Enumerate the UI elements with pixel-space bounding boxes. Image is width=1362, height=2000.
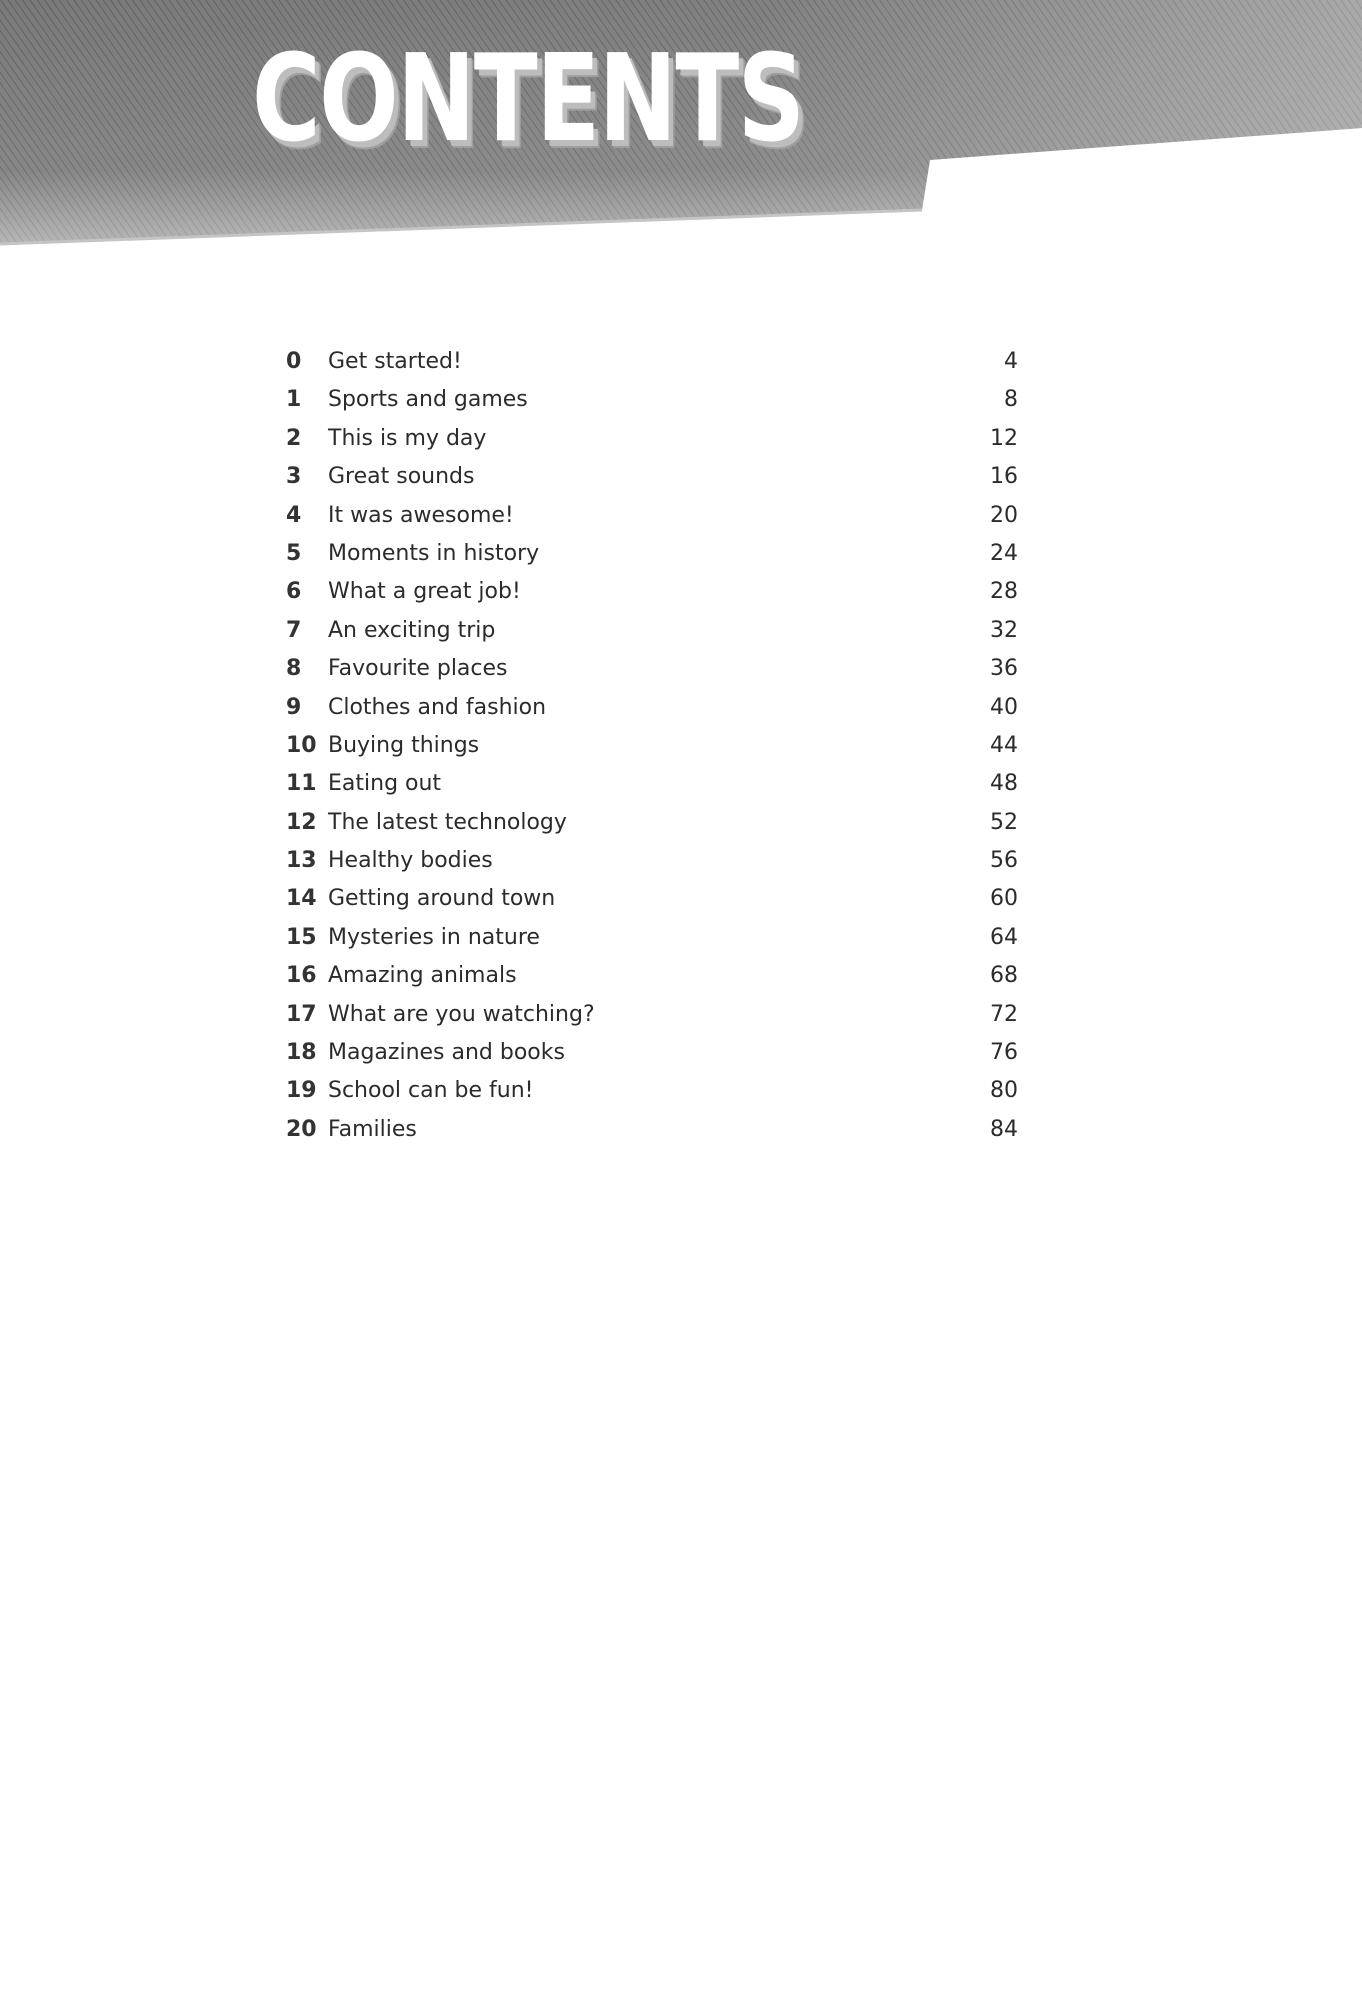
unit-number: 11 [286, 771, 317, 797]
unit-title: Mysteries in nature [328, 924, 540, 950]
page-number: 36 [990, 656, 1018, 682]
unit-number: 19 [286, 1078, 317, 1104]
page-number: 68 [990, 963, 1018, 989]
page-number: 28 [990, 579, 1018, 605]
toc-entry [286, 573, 1018, 611]
toc-entry [286, 727, 1018, 765]
unit-number: 20 [286, 1116, 317, 1142]
toc-entry [286, 919, 1018, 957]
unit-title: An exciting trip [328, 617, 496, 643]
unit-title: Amazing animals [328, 963, 517, 989]
page-number: 4 [1004, 349, 1018, 374]
unit-number: 3 [286, 464, 302, 490]
toc-entry [286, 381, 1018, 419]
unit-title: The latest technology [328, 809, 567, 835]
toc-entry [286, 535, 1018, 573]
unit-title: Magazines and books [328, 1040, 565, 1066]
unit-number: 12 [286, 809, 317, 835]
toc-entry [286, 343, 1018, 381]
unit-number: 2 [286, 425, 302, 451]
unit-title: Great sounds [328, 464, 475, 490]
unit-number: 13 [286, 848, 317, 874]
page-title: CONTENTS [252, 30, 804, 169]
page-number: 44 [990, 732, 1018, 758]
unit-title: Moments in history [328, 540, 540, 566]
unit-number: 1 [286, 387, 302, 413]
page-number: 40 [990, 694, 1018, 720]
toc-entry [286, 804, 1018, 842]
unit-title: Buying things [328, 732, 480, 758]
toc-entry [286, 650, 1018, 688]
unit-number: 7 [286, 617, 302, 643]
unit-number: 15 [286, 924, 317, 950]
unit-number: 0 [286, 349, 302, 374]
table-of-contents [286, 343, 1018, 1149]
unit-number: 16 [286, 963, 317, 989]
unit-number: 4 [286, 502, 302, 528]
unit-title: What a great job! [328, 579, 521, 605]
unit-title: What are you watching? [328, 1001, 595, 1027]
page-number: 80 [990, 1078, 1018, 1104]
toc-entry [286, 842, 1018, 880]
unit-title: Clothes and fashion [328, 694, 547, 720]
unit-title: School can be fun! [328, 1078, 534, 1104]
page-number: 72 [990, 1001, 1018, 1027]
unit-number: 9 [286, 694, 302, 720]
unit-number: 8 [286, 656, 302, 682]
toc-entry [286, 1111, 1018, 1149]
unit-title: Get started! [328, 349, 462, 374]
unit-number: 5 [286, 540, 302, 566]
page-number: 20 [990, 502, 1018, 528]
toc-entry [286, 689, 1018, 727]
toc-entry [286, 497, 1018, 535]
unit-title: Getting around town [328, 886, 556, 912]
page-number: 56 [990, 848, 1018, 874]
toc-entry [286, 458, 1018, 496]
page-number: 76 [990, 1040, 1018, 1066]
page-number: 64 [990, 924, 1018, 950]
unit-title: Sports and games [328, 387, 528, 413]
unit-number: 14 [286, 886, 317, 912]
page-number: 48 [990, 771, 1018, 797]
toc-entry [286, 880, 1018, 918]
unit-title: Favourite places [328, 656, 508, 682]
unit-title: Eating out [328, 771, 442, 797]
unit-title: This is my day [328, 425, 487, 451]
page-number: 52 [990, 809, 1018, 835]
page-number: 12 [990, 425, 1018, 451]
page-number: 16 [990, 464, 1018, 490]
unit-number: 10 [286, 732, 317, 758]
unit-title: It was awesome! [328, 502, 514, 528]
toc-entry [286, 1034, 1018, 1072]
toc-entry [286, 996, 1018, 1034]
unit-title: Families [328, 1116, 417, 1142]
toc-entry [286, 420, 1018, 458]
page-number: 84 [990, 1116, 1018, 1142]
toc-entry [286, 765, 1018, 803]
toc-entry [286, 957, 1018, 995]
toc-entry [286, 1072, 1018, 1110]
unit-number: 17 [286, 1001, 317, 1027]
page-number: 24 [990, 540, 1018, 566]
toc-entry [286, 612, 1018, 650]
page-number: 32 [990, 617, 1018, 643]
unit-number: 6 [286, 579, 302, 605]
header-banner [0, 0, 1362, 250]
unit-number: 18 [286, 1040, 317, 1066]
page-number: 60 [990, 886, 1018, 912]
unit-title: Healthy bodies [328, 848, 493, 874]
page-number: 8 [1004, 387, 1018, 413]
